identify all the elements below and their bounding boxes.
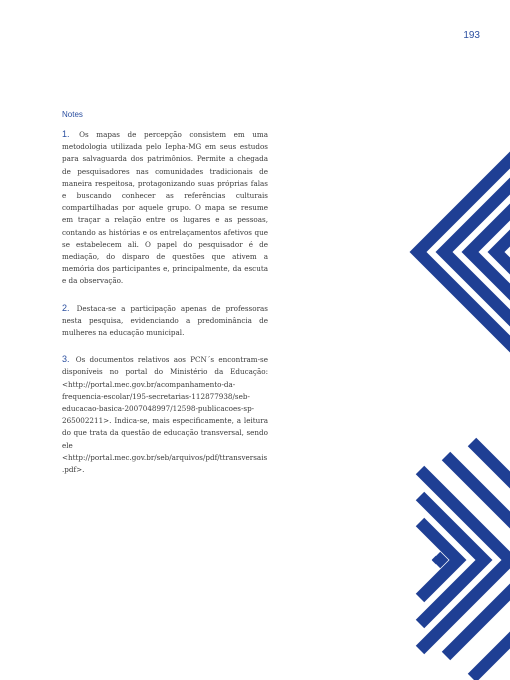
note-number: 1. [62, 129, 70, 139]
notes-heading: Notes [62, 110, 83, 119]
notes-list [62, 128, 268, 490]
note-text: Destaca-se a participação apenas de professoras nesta pesquisa, evidenciando a predominância de mulheres na educação municipal. [62, 303, 268, 338]
note-item [62, 353, 268, 476]
chevron-stripes-decoration [400, 0, 510, 680]
note-item [62, 302, 268, 340]
note-number: 3. [62, 354, 70, 365]
note-number: 2. [62, 302, 70, 313]
note-item [62, 128, 268, 288]
page-number: 193 [463, 30, 480, 41]
upper-chevron-stripes [418, 132, 510, 372]
lower-chevron-stripes [420, 442, 510, 678]
lower-chevron-stripe [436, 556, 440, 564]
note-text: Os mapas de percepção consistem em uma metodologia utilizada pelo Iepha-MG em seus estudos para salvaguarda dos patrimônios. Permite a chegada de pesquisadores nas comunidades tradicionais de maneira respeitosa, protagonizando suas próprias falas e buscando conhecer as referências culturais compartilhadas por aquele grupo. O mapa se resume em traçar a relação entre os lugares e as pessoas, contando as histórias e os entrelaçamentos afetivos que se estabelecem ali. O papel do pesquisador é de mediação, do disparo de questões que ativem a memória dos participantes e, principalmente, da escuta e da observação. [62, 130, 268, 286]
note-text: Os documentos relativos aos PCN´s encontram-se disponíveis no portal do Ministério da Educação: <http://portal.mec.gov.br/acompanhamento-da-frequencia-escolar/195-secretarias-112877938/seb-educacao-basica-2007048997/12598-publicacoes-sp-265002211>. Indica-se, mais especificamente, a leitura do que trata da questão de educação transversal, sendo ele <http://portal.mec.gov.br/seb/arquivos/pdf/ttransversais.pdf>. [62, 355, 268, 475]
